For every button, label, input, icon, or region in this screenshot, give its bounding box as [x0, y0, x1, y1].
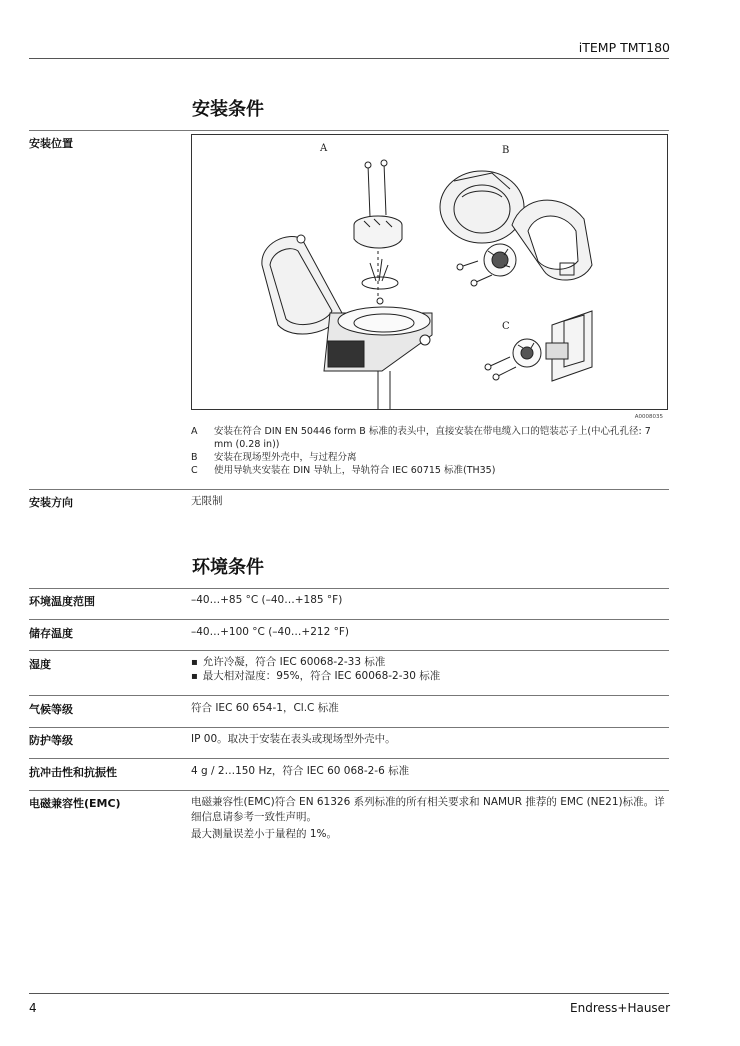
emc-divider: [29, 790, 669, 791]
climate-value: 符合 IEC 60 654-1，Cl.C 标准: [191, 702, 339, 714]
protection-value: IP 00。取决于安装在表头或现场型外壳中。: [191, 733, 396, 745]
drawing-a-head: [262, 235, 432, 409]
climate-label: 气候等级: [29, 703, 73, 716]
humidity-bullet-1: ▪ 允许冷凝，符合 IEC 60068-2-33 标准: [191, 655, 385, 670]
env-section-title: 环境条件: [192, 557, 264, 578]
header-rule: [29, 58, 669, 59]
install-location-label: 安装位置: [29, 137, 73, 150]
storage-divider: [29, 619, 669, 620]
caption-key-b: B: [191, 452, 198, 463]
installation-figure: [191, 134, 668, 420]
ambient-divider: [29, 588, 669, 589]
storage-value: –40…+100 °C (–40…+212 °F): [191, 626, 349, 638]
drawing-c-din-rail: [485, 311, 592, 381]
header-product-title: iTEMP TMT180: [578, 40, 670, 55]
drawing-b-housing: [440, 171, 592, 286]
humidity-divider: [29, 650, 669, 651]
page-number: 4: [29, 1001, 37, 1015]
climate-divider: [29, 695, 669, 696]
protection-divider: [29, 727, 669, 728]
caption-text-a: 安装在符合 DIN EN 50446 form B 标准的表头中，直接安装在带电缆入口的铠装芯子上(中心孔孔径: 7 mm (0.28 in)): [214, 426, 651, 450]
drawing-a-transmitter: [354, 160, 402, 305]
figure-id: A0008035: [634, 414, 663, 420]
caption-text-c: 使用导轨夹安装在 DIN 导轨上，导轨符合 IEC 60715 标准(TH35): [214, 465, 496, 476]
orientation-value: 无限制: [191, 495, 223, 507]
figure-label-b: B: [502, 145, 510, 156]
shock-divider: [29, 758, 669, 759]
shock-value: 4 g / 2…150 Hz，符合 IEC 60 068-2-6 标准: [191, 765, 410, 777]
ambient-label: 环境温度范围: [29, 595, 95, 608]
orientation-label: 安装方向: [29, 496, 73, 509]
storage-label: 储存温度: [29, 627, 73, 640]
humidity-label: 湿度: [29, 658, 51, 671]
emc-value: 电磁兼容性(EMC)符合 EN 61326 系列标准的所有相关要求和 NAMUR 推荐的 EMC (NE21)标准。详细信息请参考一致性声明。: [191, 796, 665, 823]
emc-label: 电磁兼容性(EMC): [29, 797, 121, 810]
figure-label-a: A: [320, 143, 328, 154]
protection-label: 防护等级: [29, 734, 73, 747]
footer-rule: [29, 993, 669, 994]
install-section-title: 安装条件: [192, 99, 264, 120]
caption-key-a: A: [191, 426, 198, 437]
orientation-divider: [29, 489, 669, 490]
caption-text-b: 安装在现场型外壳中，与过程分离: [214, 452, 357, 463]
emc-value-accuracy: 最大测量误差小于量程的 1%。: [191, 828, 337, 840]
installation-drawing: [192, 135, 667, 409]
caption-key-c: C: [191, 465, 198, 476]
install-divider: [29, 130, 669, 131]
shock-label: 抗冲击性和抗振性: [29, 766, 117, 779]
footer-brand: Endress+Hauser: [570, 1001, 670, 1015]
humidity-bullet-2: ▪ 最大相对湿度：95%，符合 IEC 60068-2-30 标准: [191, 669, 440, 684]
figure-label-c: C: [502, 321, 510, 332]
ambient-value: –40…+85 °C (–40…+185 °F): [191, 594, 343, 606]
